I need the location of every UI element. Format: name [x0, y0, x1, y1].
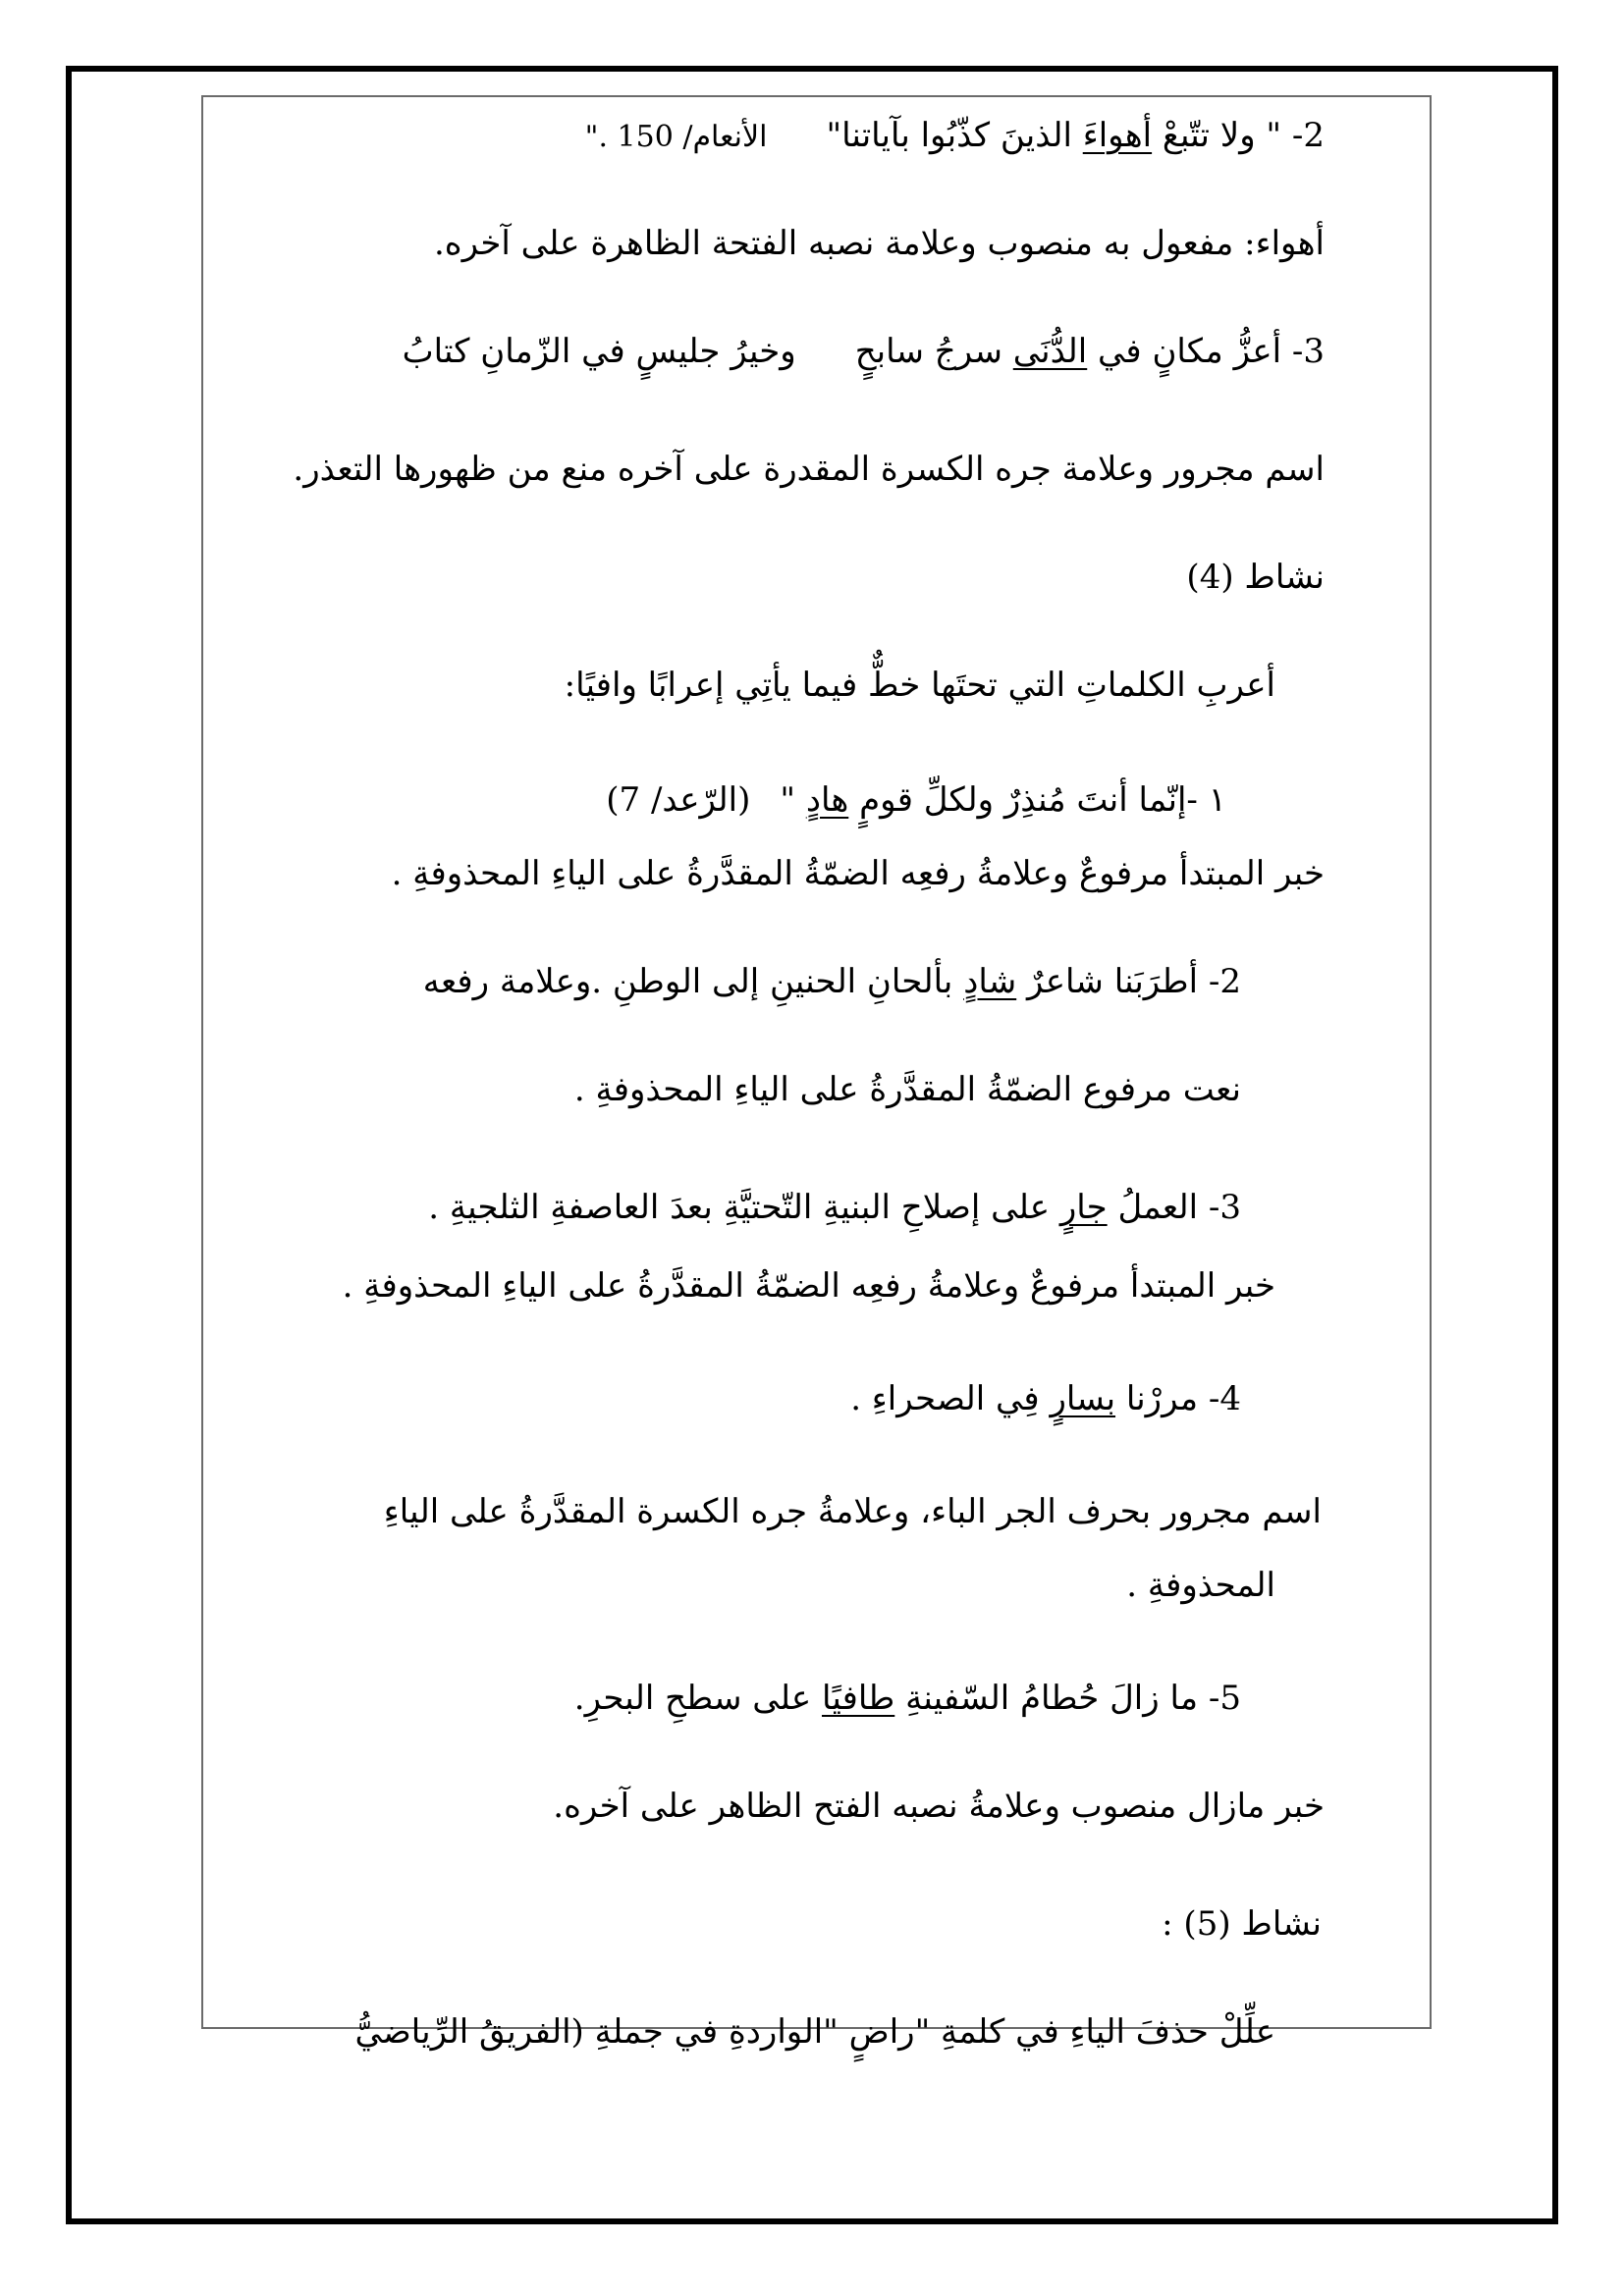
exercise-4-line [850, 1379, 1241, 1419]
answer-line: نعت مرفوع الضمّةُ المقدَّرةُ على الياءِ المحذوفةِ . [573, 1070, 1241, 1109]
exercise-text: 4- مررْنا [1115, 1379, 1241, 1418]
underlined-word: الدُّنَى [1012, 332, 1088, 371]
underlined-word: بسارٍ [1050, 1379, 1116, 1418]
underlined-word: شادٍ [963, 962, 1017, 1001]
answer-line-continued: المحذوفةِ . [1126, 1566, 1275, 1605]
exercise-text: على إصلاحِ البنيةِ التّحتيَّةِ بعدَ العاصفةِ الثلجيةِ . [428, 1188, 1060, 1227]
verse-reference: (الرّعد/ 7) [606, 780, 751, 820]
example-3-line [403, 332, 1325, 372]
exercise-text: 2- أطرَبَنا شاعرٌ [1016, 962, 1241, 1001]
underlined-word: طافيًا [821, 1679, 895, 1718]
example-text: وخيرُ جليسٍ في الزّمانِ كتابُ [402, 332, 796, 371]
example-text: الذينَ كذّبُوا بآياتنا" [826, 116, 1083, 155]
answer-line: خبر المبتدأ مرفوعٌ وعلامةُ رفعِه الضمّةُ المقدَّرةُ على الياءِ المحذوفةِ . [342, 1266, 1275, 1306]
example-2-line [585, 116, 1325, 156]
answer-line: خبر المبتدأ مرفوعٌ وعلامةُ رفعِه الضمّةُ المقدَّرةُ على الياءِ المحذوفةِ . [391, 854, 1325, 893]
exercise-text: " [780, 780, 806, 820]
answer-line: أهواء: مفعول به منصوب وعلامة نصبه الفتحة الظاهرة على آخره. [434, 224, 1325, 263]
section-heading: نشاط (5) : [1162, 1904, 1322, 1944]
exercise-2-line [423, 962, 1241, 1002]
exercise-1-line [606, 780, 1226, 821]
exercise-5-line [574, 1679, 1241, 1719]
verse-reference: الأنعام/ 150 ." [584, 120, 768, 154]
section-heading: نشاط (4) [1186, 558, 1325, 597]
instruction-line: أعربِ الكلماتِ التي تحتَها خطٌّ فيما يأتِي إعرابًا وافيًا: [564, 666, 1275, 705]
answer-line: اسم مجرور وعلامة جره الكسرة المقدرة على آخره منع من ظهورها التعذر. [293, 450, 1325, 489]
example-text: 3- أعزُّ مكانٍ في [1087, 332, 1325, 371]
page-inner-border [201, 95, 1432, 2029]
underlined-word: هادٍ [805, 780, 849, 820]
underlined-word: أهواءَ [1082, 116, 1153, 155]
exercise-text: 5- ما زالَ حُطامُ السّفينةِ [894, 1679, 1241, 1718]
underlined-word: جارٍ [1059, 1188, 1108, 1227]
exercise-text: فِي الصحراءِ . [850, 1379, 1051, 1418]
exercise-text: على سطحِ البحرِ. [573, 1679, 822, 1718]
example-text: 2- " ولا تتّبعْ [1152, 116, 1325, 155]
exercise-text: 3- العملُ [1107, 1188, 1241, 1227]
answer-line: اسم مجرور بحرف الجر الباء، وعلامةُ جره الكسرة المقدَّرةُ على الياءِ [383, 1492, 1322, 1531]
exercise-text: بألحانِ الحنينِ إلى الوطنِ .وعلامة رفعه [422, 962, 964, 1001]
exercise-3-line [428, 1188, 1241, 1228]
question-line: علِّلْ حذفَ الياءِ في كلمةِ "راضٍ "الواردةِ في جملةِ (الفريقُ الرِّياضيُّ [354, 2012, 1275, 2052]
answer-line: خبر مازال منصوب وعلامةُ نصبه الفتح الظاهر على آخره. [553, 1787, 1325, 1826]
example-text: سرجُ سابحٍ [854, 332, 1013, 371]
exercise-text: ١ -إنّما أنتَ مُنذِرٌ ولكلِّ قومٍ [848, 780, 1226, 820]
